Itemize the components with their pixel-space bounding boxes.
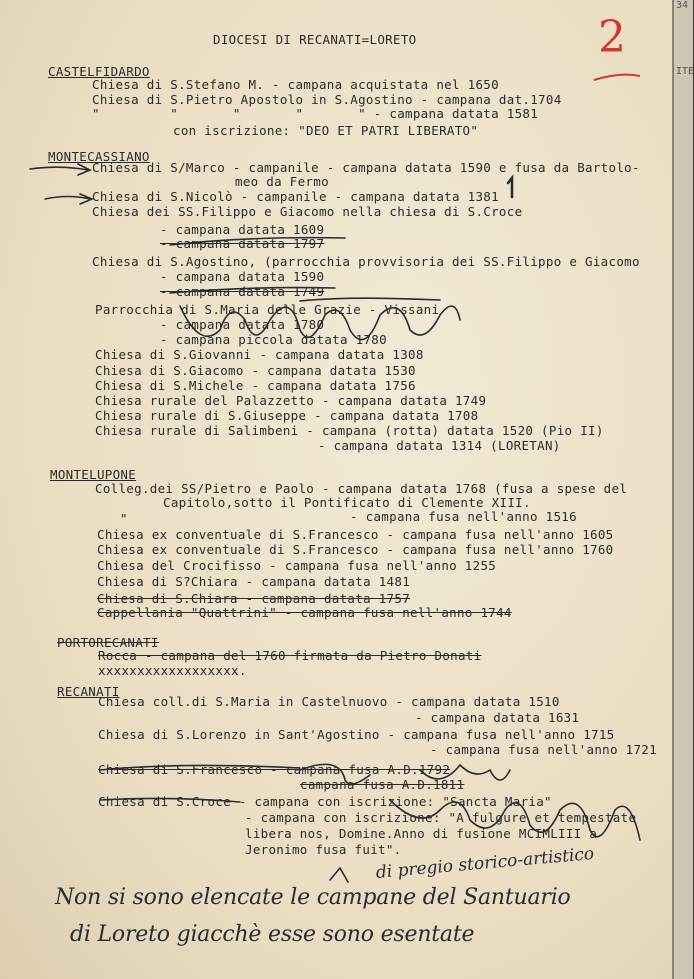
entry-line-struck: Chiesa di S.Croce - campana con iscrizione: "Sancta Maria"	[98, 794, 552, 809]
entry-line: Chiesa di S.Pietro Apostolo in S.Agostino - campana dat.1704	[92, 92, 562, 107]
entry-line: Colleg.dei SS/Pietro e Paolo - campana datata 1768 (fusa a spese del	[95, 481, 628, 496]
entry-line: meo da Fermo	[235, 174, 329, 189]
entry-line: Chiesa rurale di S.Giuseppe - campana datata 1708	[95, 408, 479, 423]
entry-line-struck: - campana con iscrizione: "A fulgure et tempestate	[245, 810, 637, 825]
entry-line-struck: campana fusa A.D.1811	[300, 777, 465, 792]
entry-line-struck: Chiesa di S.Chiara - campana datata 1757	[97, 591, 411, 606]
entry-line: Chiesa di S?Chiara - campana datata 1481	[97, 574, 411, 589]
entry-line: Chiesa di S.Agostino, (parrocchia provvisoria dei SS.Filippo e Giacomo	[92, 254, 640, 269]
entry-line: Chiesa rurale del Palazzetto - campana datata 1749	[95, 393, 487, 408]
entry-line: - campana datata 1609	[160, 222, 325, 237]
entry-line-struck: - campana datata 1797	[160, 236, 325, 251]
entry-line: Chiesa ex conventuale di S.Francesco - campana fusa nell'anno 1760	[97, 542, 614, 557]
edge-label: ITE	[676, 66, 694, 77]
scribble-mark	[390, 800, 640, 840]
handwritten-note-line1: Non si sono elencate le campane del Santuario	[55, 885, 571, 910]
arrow-icon	[30, 164, 90, 175]
arrow-icon	[45, 194, 92, 204]
section-heading-montelupone: MONTELUPONE	[50, 467, 137, 482]
entry-line: Chiesa rurale di Salimbeni - campana (rotta) datata 1520 (Pio II)	[95, 423, 604, 438]
strike-mark	[100, 798, 240, 802]
entry-line-struck: Rocca - campana del 1760 firmata da Pietro Donati	[98, 648, 482, 663]
edge-number: 34	[676, 0, 689, 11]
entry-line: - campana datata 1590	[160, 269, 325, 284]
entry-line: Chiesa coll.di S.Maria in Castelnuovo - campana datata 1510	[98, 694, 560, 709]
strike-mark	[170, 288, 335, 293]
strike-mark	[170, 238, 345, 245]
entry-line: Chiesa di S.Nicolò - campanile - campana datata 1381	[92, 189, 499, 204]
section-heading-recanati: RECANATI	[57, 684, 120, 699]
section-heading-castelfidardo: CASTELFIDARDO	[48, 64, 150, 79]
entry-line: Chiesa di S.Michele - campana datata 1756	[95, 378, 416, 393]
entry-line: Chiesa di S.Stefano M. - campana acquistata nel 1650	[92, 77, 499, 92]
scribble-mark	[180, 306, 460, 340]
adjacent-page-edge	[672, 0, 693, 979]
entry-line-struck: - campana datata 1780	[160, 317, 325, 332]
page-number: 2	[598, 12, 626, 63]
entry-line-struck: Jeronimo fusa fuit".	[245, 842, 402, 857]
entry-line: Chiesa dei SS.Filippo e Giacomo nella chiesa di S.Croce	[92, 204, 523, 219]
entry-line: Chiesa di S/Marco - campanile - campana datata 1590 e fusa da Bartolo-	[92, 160, 640, 175]
scribble-mark	[100, 764, 510, 784]
entry-line-struck: Parrocchia di S.Maria delle Grazie - Vissani	[95, 302, 440, 317]
entry-line: Chiesa ex conventuale di S.Francesco - campana fusa nell'anno 1605	[97, 527, 614, 542]
handwritten-insert: di pregio storico-artistico	[375, 843, 595, 883]
correction-mark	[508, 178, 512, 197]
entry-line-struck: Cappellania "Quattrini" - campana fusa nell'anno 1744	[97, 605, 512, 620]
insert-caret	[330, 868, 348, 882]
entry-line-struck: - campana piccola datata 1780	[160, 332, 387, 347]
entry-line: - campana fusa nell'anno 1721	[430, 742, 657, 757]
entry-line: Chiesa di S.Giovanni - campana datata 1308	[95, 347, 424, 362]
entry-line: Chiesa del Crocifisso - campana fusa nell'anno 1255	[97, 558, 497, 573]
entry-line: - campana datata 1314 (LORETAN)	[318, 438, 561, 453]
entry-line: con iscrizione: "DEO ET PATRI LIBERATO"	[173, 123, 479, 138]
entry-line: " " " " " - campana datata 1581	[92, 106, 539, 121]
entry-line-struck: - campana datata 1749	[160, 284, 325, 299]
entry-line: - campana datata 1631	[415, 710, 580, 725]
entry-line: Chiesa di S.Giacomo - campana datata 1530	[95, 363, 416, 378]
entry-line: Capitolo,sotto il Pontificato di Clemente XIII.	[163, 495, 531, 510]
entry-line: Chiesa di S.Lorenzo in Sant'Agostino - campana fusa nell'anno 1715	[98, 727, 615, 742]
typed-xout: xxxxxxxxxxxxxxxxxx.	[98, 663, 247, 678]
section-heading-montecassiano: MONTECASSIANO	[48, 149, 150, 164]
entry-line-struck: Chiesa di S.Francesco - campana fusa A.D.1792	[98, 762, 451, 777]
entry-line-struck: libera nos, Domine.Anno di fusione MCIMLIII a	[245, 826, 598, 841]
ditto-mark: "	[120, 511, 128, 526]
section-heading-portorecanati: PORTORECANATI	[57, 635, 159, 650]
entry-line: - campana fusa nell'anno 1516	[350, 509, 577, 524]
strike-mark	[300, 298, 440, 301]
handwritten-note-line2: di Loreto giacchè esse sono esentate	[70, 922, 475, 947]
document-title: DIOCESI DI RECANATI=LORETO	[213, 32, 417, 47]
